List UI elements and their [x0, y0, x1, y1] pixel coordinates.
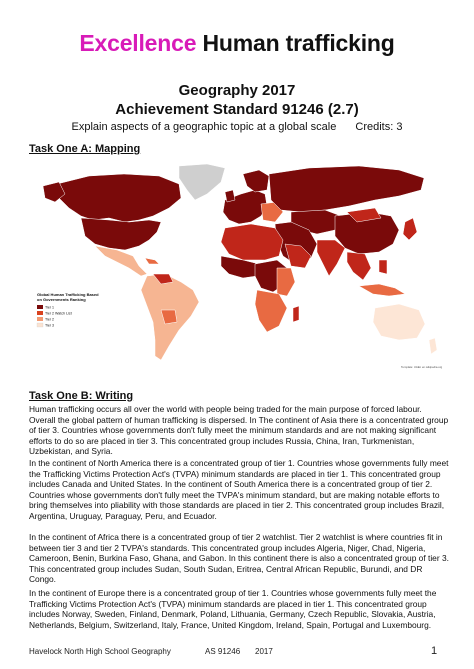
footer-year: 2017 [255, 647, 273, 656]
legend-swatch-2 [37, 311, 43, 315]
uk-shape [225, 190, 235, 202]
paragraph-4-text: In the continent of Europe there is a concentrated group of tier 1. Countries whose governments fully meet the Trafficking Victims Protection Act's (TVPA) minimum standards are placed in tier 1. This concentrated group includes Norway, Sweden, Finland, Denmark, Poland, Lithuania, Germany, Czech Republic, Slovakia, Austria, Netherlands, Belgium, Switzerland, Italy, France, United Kingdom, Ireland, Spain, Portugal and Luxembourg. [29, 588, 437, 630]
paragraph-1 [29, 404, 449, 457]
australia-shape [373, 304, 425, 340]
legend-swatch-1 [37, 305, 43, 309]
map-credit: Template: UAEn en.wikipedia.org [401, 365, 443, 369]
title-main: Human trafficking [202, 30, 395, 56]
task-description [0, 121, 474, 133]
world-map [29, 160, 445, 375]
legend-label-3: Tier 2 [45, 317, 55, 322]
north-africa-shape [221, 224, 283, 260]
legend-title-line1: Global Human Trafficking Based [37, 292, 99, 297]
legend-label-4: Tier 3 [45, 323, 55, 328]
credits-text: Credits: 3 [355, 121, 403, 133]
legend-title-line2: on Governments Ranking [37, 297, 86, 302]
paragraph-4 [29, 588, 449, 630]
philippines-shape [379, 260, 387, 274]
legend-swatch-4 [37, 323, 43, 327]
paragraph-1-text: Human trafficking occurs all over the world with people being traded for the main purpose of forced labour. Overall the global pattern of human trafficking is dispersed. In The continent of Asia there is a concentrated group of tier 3. Countries whose governments don't fully meet the minimum standards and are not making significant efforts to do so are placed in tier 3. This concentrated group includes Russia, China, Iran, Turkmenistan, Uzbekistan, and Syria. [29, 404, 449, 456]
legend-label-2: Tier 2 Watch List [45, 311, 72, 316]
paragraph-2-text: In the continent of North America there is a concentrated group of tier 1. Countries whose governments fully meet the Trafficking Victims Protection Act's (TVPA) minimum standards are placed in tier 1. This concentrated group includes Canada and United States. In the continent of South America there is a concentrated group of tier 2. Countries whose governments don't fully meet the TVPA's minimum standard, but are making notable efforts to bring themselves into pliability with those standards are placed in tier 2. This concentrated group includes Brazil, Argentina, Uruguay, Paraguay, Peru, and Ecuador. [29, 458, 449, 521]
task-one-a-heading: Task One A: Mapping [29, 143, 141, 155]
standard-heading: Achievement Standard 91246 (2.7) [115, 101, 359, 118]
paragraph-3 [29, 532, 449, 585]
paragraph-2 [29, 458, 449, 521]
legend-swatch-3 [37, 317, 43, 321]
page-number: 1 [431, 645, 438, 657]
world-map-svg [29, 160, 445, 375]
subject-heading: Geography 2017 [178, 82, 296, 99]
footer-standard: AS 91246 [205, 647, 241, 656]
description-text: Explain aspects of a geographic topic at a global scale [71, 121, 337, 133]
title-accent: Excellence [79, 30, 197, 56]
document-title [0, 30, 474, 57]
paragraph-3-text: In the continent of Africa there is a concentrated group of tier 2 watchlist. Tier 2 watchlist is where countries fit in between tier 3 and tier 2 TVPA's standards. This concentrated group includes Algeria, Niger, Chad, Nigeria, Cameroon, Benin, Burkina Faso, Ghana, and Gabon. In this continent there is also a concentrated group of tier 3. This concentrated group includes Sudan, South Sudan, Eritrea, Central African Republic, Burundi, and DR Congo. [29, 532, 449, 584]
legend-label-1: Tier 1 [45, 305, 55, 310]
footer-school: Havelock North High School Geography [29, 647, 171, 656]
madagascar-shape [293, 306, 299, 322]
task-one-b-heading: Task One B: Writing [29, 390, 134, 402]
